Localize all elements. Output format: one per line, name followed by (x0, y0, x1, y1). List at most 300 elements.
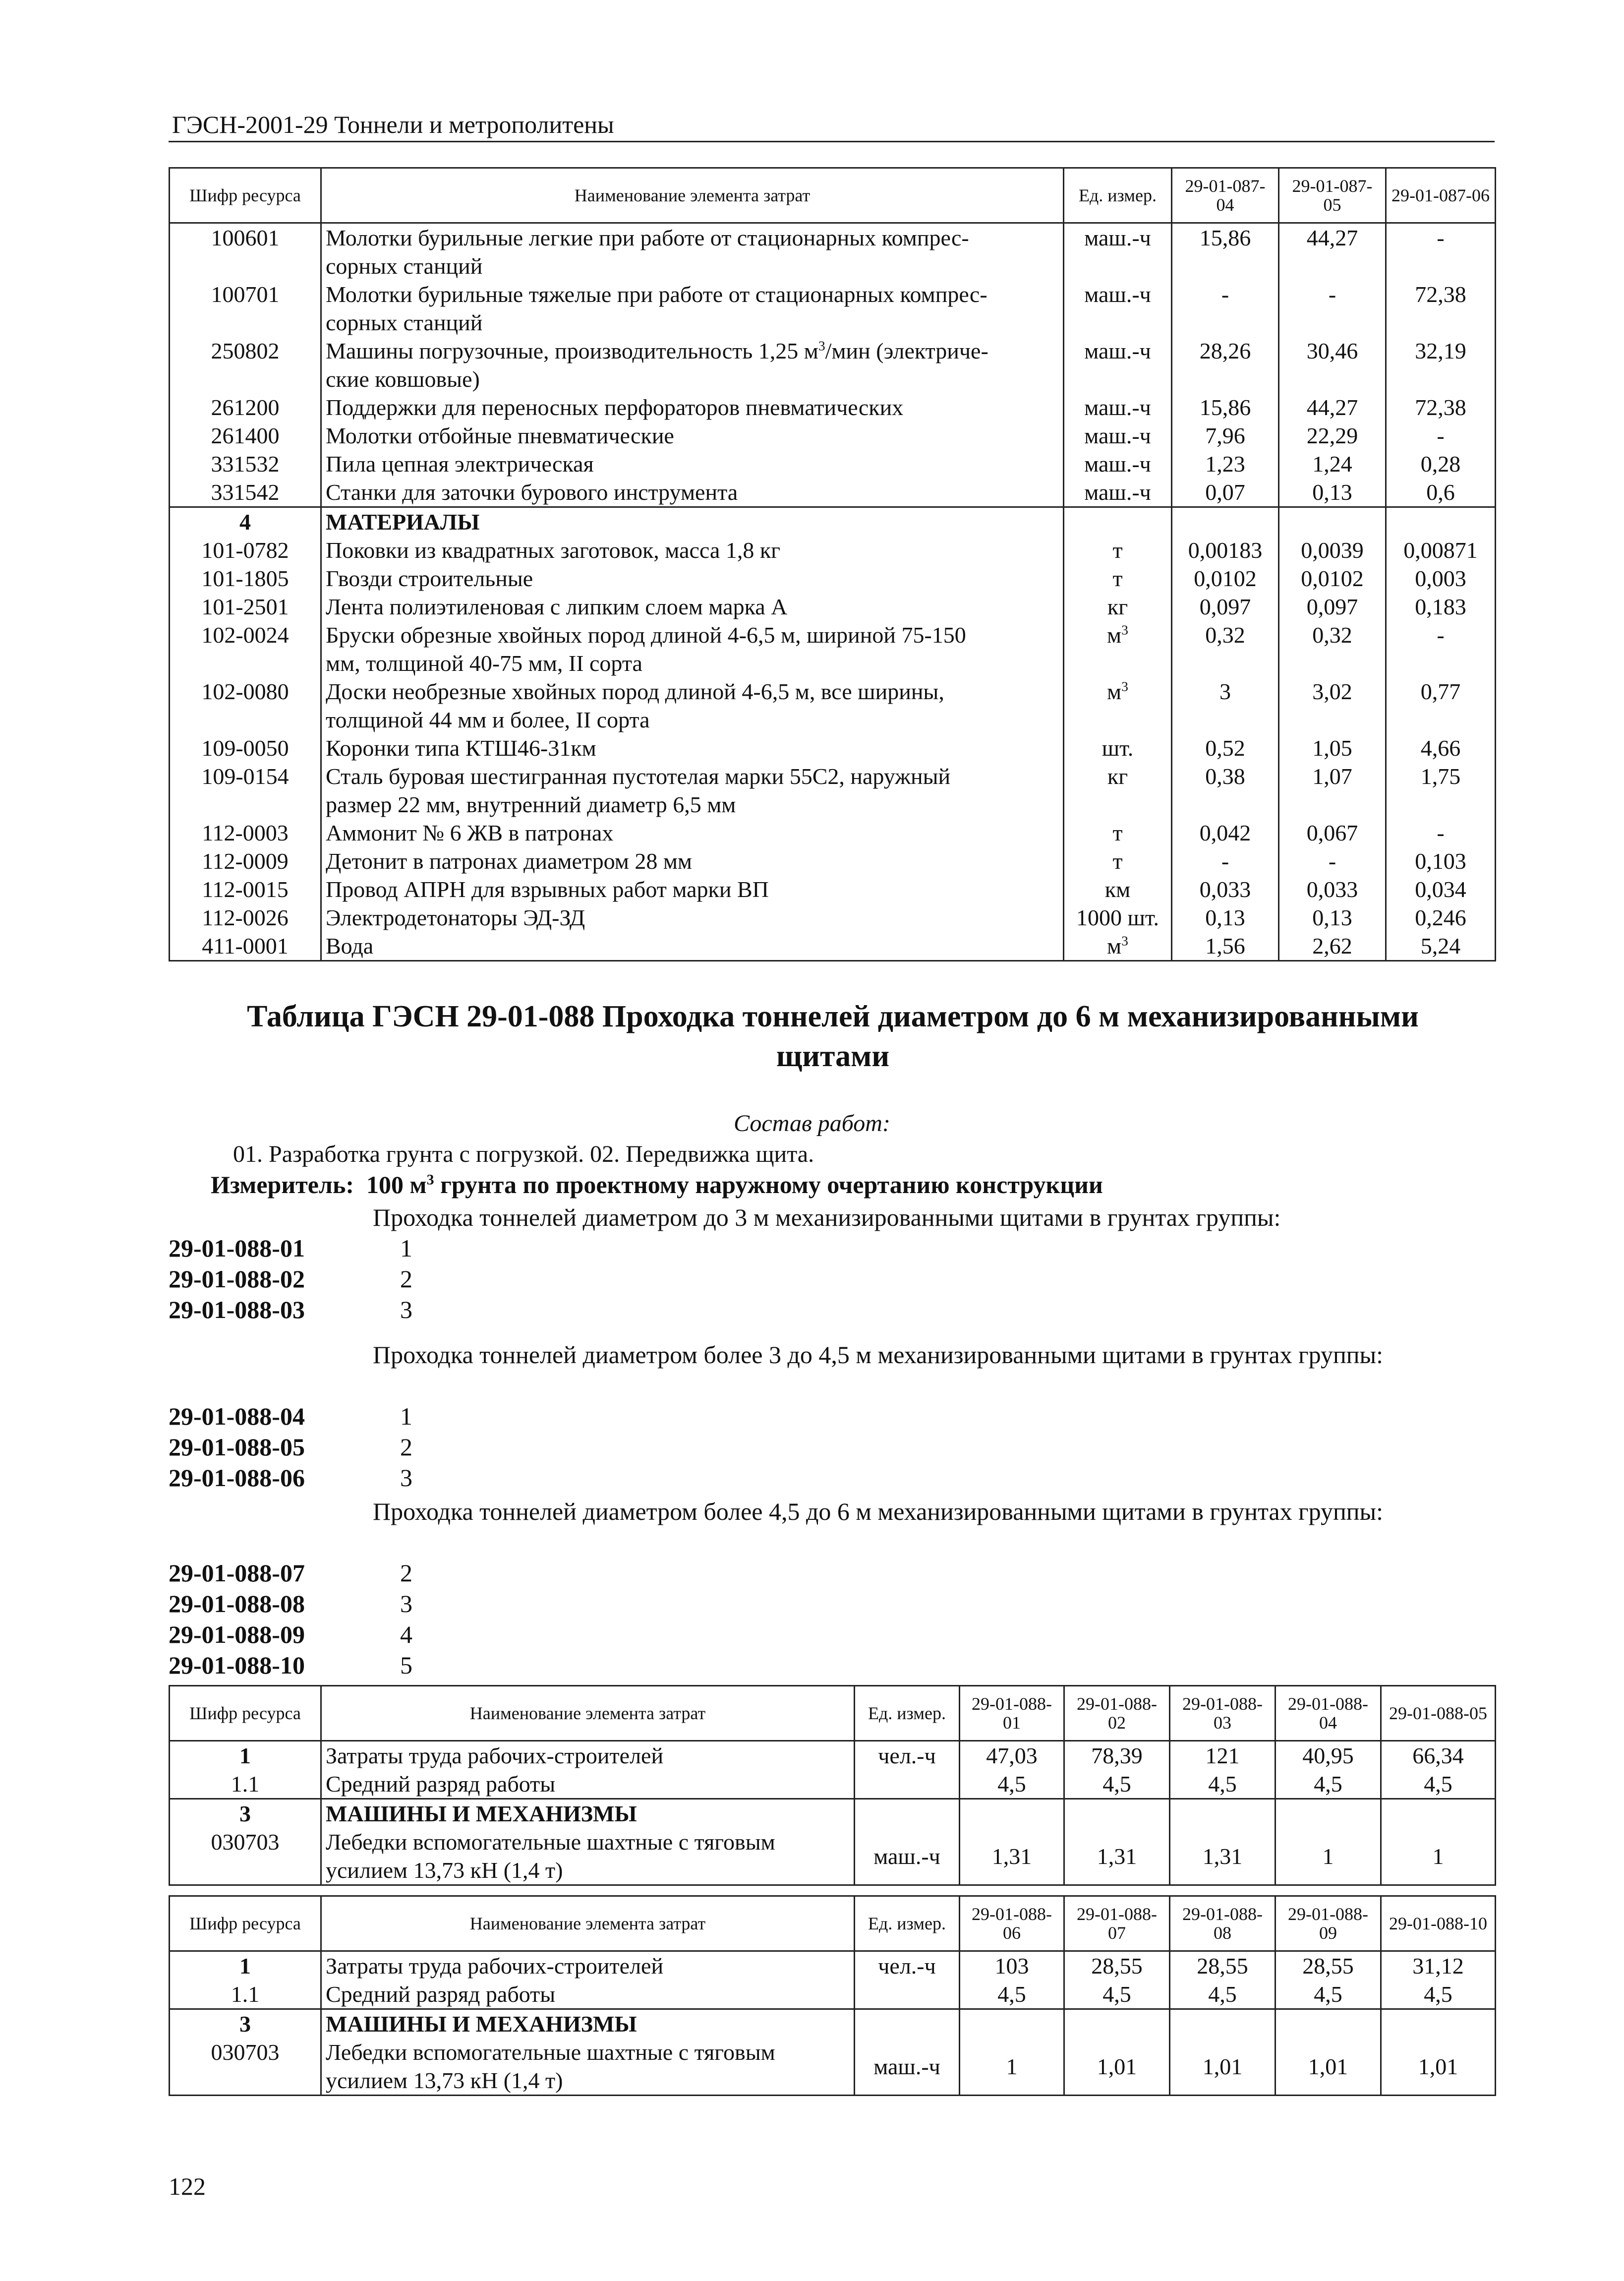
soil-group-number: 1 (400, 1234, 412, 1262)
name-line (326, 621, 1059, 649)
table-row (170, 450, 1496, 478)
resource-name-cell (321, 450, 1064, 478)
resource-table-088-b (169, 1895, 1496, 2096)
value-cell: 1,07 (1279, 762, 1386, 819)
unit-cell (1064, 393, 1172, 421)
header-rule (169, 141, 1495, 142)
empty-cell (1279, 507, 1386, 537)
value-cell: 44,27 (1279, 393, 1386, 421)
resource-code-cell: 030703 (170, 2038, 321, 2096)
column-header: 29-01-087-06 (1386, 168, 1496, 223)
column-header: Шифр ресурса (170, 168, 321, 223)
unit-text: км (1104, 877, 1131, 902)
soil-group-number: 5 (400, 1651, 412, 1679)
unit-text: т (1112, 820, 1123, 845)
resource-name-cell (321, 337, 1064, 393)
value-cell: 15,86 (1172, 223, 1279, 281)
labor-row (170, 1951, 1496, 1981)
norm-code: 29-01-088-09 (169, 1621, 305, 1648)
column-header: Ед. измер. (855, 1896, 960, 1951)
name-superscript: 3 (818, 338, 825, 354)
value-cell: 28,55 (1064, 1951, 1170, 1981)
empty-cell (855, 1770, 960, 1799)
resource-code-cell: 101-0782 (170, 536, 321, 564)
name-line-2: сорных станций (326, 310, 483, 335)
resource-table-088-a (169, 1685, 1496, 1886)
table-title-line2: щитами (776, 1039, 890, 1073)
table-row (170, 593, 1496, 621)
unit-text: маш.-ч (1084, 395, 1151, 420)
value-cell: 0,097 (1172, 593, 1279, 621)
empty-cell (1381, 2009, 1496, 2039)
name-text: Бруски обрезные хвойных пород длиной 4-6,5 м, шириной 75-150 (326, 622, 966, 648)
resource-name-cell (321, 1828, 855, 1885)
resource-name-cell: Средний разряд работы (321, 1770, 855, 1799)
table-row (170, 932, 1496, 961)
norm-code: 29-01-088-03 (169, 1296, 305, 1323)
unit-cell (1064, 478, 1172, 507)
empty-cell (1170, 1799, 1276, 1828)
table-row (170, 875, 1496, 903)
unit-superscript: 3 (1121, 622, 1128, 638)
name-line (326, 903, 1059, 932)
name-line (326, 536, 1059, 564)
value-cell: 3,02 (1279, 677, 1386, 734)
name-line (326, 564, 1059, 593)
resource-code-cell: 1 (170, 1951, 321, 1981)
name-text: Машины погрузочные, производительность 1,25 м (326, 338, 818, 363)
resource-code-cell: 112-0009 (170, 847, 321, 875)
name-text: Молотки отбойные пневматические (326, 423, 674, 448)
resource-code-cell: 261200 (170, 393, 321, 421)
value-cell: 4,5 (1381, 1770, 1496, 1799)
resource-name-cell (321, 819, 1064, 847)
unit-text: маш.-ч (1084, 282, 1151, 307)
name-text: Провод АПРН для взрывных работ марки ВП (326, 877, 769, 902)
value-cell: 0,77 (1386, 677, 1496, 734)
empty-cell (1064, 1799, 1170, 1828)
value-cell: 1,31 (1064, 1828, 1170, 1885)
unit-cell (1064, 536, 1172, 564)
value-cell: 4,5 (1170, 1980, 1276, 2009)
unit-cell (1064, 762, 1172, 819)
soil-group-number: 3 (400, 1464, 412, 1492)
group-description: Проходка тоннелей диаметром более 3 до 4,5 м механизированными щитами в грунтах группы: (373, 1341, 1383, 1369)
value-cell: 78,39 (1064, 1741, 1170, 1770)
empty-cell (855, 1799, 960, 1828)
norm-code: 29-01-088-10 (169, 1651, 305, 1679)
value-cell: 0,033 (1172, 875, 1279, 903)
column-header: Наименование элемента затрат (321, 1896, 855, 1951)
unit-cell (1064, 280, 1172, 337)
resource-name-cell (321, 621, 1064, 677)
name-line (326, 819, 1059, 847)
section-name-cell: МАШИНЫ И МЕХАНИЗМЫ (321, 2009, 855, 2039)
value-cell: 0,6 (1386, 478, 1496, 507)
unit-cell (1064, 734, 1172, 762)
value-cell: 4,5 (1276, 1980, 1381, 2009)
unit-cell (1064, 564, 1172, 593)
unit-text: маш.-ч (1084, 423, 1151, 448)
value-cell: 4,5 (1064, 1770, 1170, 1799)
machine-row (170, 2038, 1496, 2096)
table-row (170, 564, 1496, 593)
machine-row (170, 1828, 1496, 1885)
value-cell: 0,13 (1279, 478, 1386, 507)
name-line (326, 734, 1059, 762)
value-cell: 1,31 (1170, 1828, 1276, 1885)
resource-code-cell: 331542 (170, 478, 321, 507)
value-cell: - (1279, 280, 1386, 337)
measure-value-pre: 100 м (366, 1171, 427, 1199)
name-text: Лента полиэтиленовая с липким слоем марка А (326, 594, 788, 619)
name-text: Молотки бурильные тяжелые при работе от стационарных компрес- (326, 282, 987, 307)
soil-group-number: 4 (400, 1621, 412, 1648)
name-line (326, 450, 1059, 478)
name-text: Коронки типа КТШ46-31км (326, 735, 596, 761)
column-header: 29-01-087-05 (1279, 168, 1386, 223)
unit-cell: чел.-ч (855, 1951, 960, 1981)
value-cell: 28,55 (1170, 1951, 1276, 1981)
table-title (169, 997, 1497, 1076)
unit-cell (1064, 677, 1172, 734)
value-cell: 1,01 (1064, 2038, 1170, 2096)
table-row (170, 393, 1496, 421)
column-header: 29-01-088-06 (960, 1896, 1064, 1951)
unit-text: м (1107, 622, 1122, 648)
measure-line (211, 1170, 1103, 1199)
resource-code-cell: 1.1 (170, 1770, 321, 1799)
unit-cell: маш.-ч (855, 2038, 960, 2096)
soil-group-number: 2 (400, 1265, 412, 1293)
soil-group-number: 2 (400, 1559, 412, 1587)
resource-name-cell (321, 847, 1064, 875)
column-header: 29-01-088-02 (1064, 1686, 1170, 1741)
value-cell: - (1386, 223, 1496, 281)
value-cell: 1,01 (1170, 2038, 1276, 2096)
table-row (170, 621, 1496, 677)
resource-code-cell: 030703 (170, 1828, 321, 1885)
name-text: Гвозди строительные (326, 566, 533, 591)
table-row (170, 421, 1496, 450)
value-cell: 0,0039 (1279, 536, 1386, 564)
value-cell: 28,26 (1172, 337, 1279, 393)
table-header-row (170, 1896, 1496, 1951)
name-text-after: /мин (электриче- (825, 338, 988, 363)
value-cell: 4,5 (1170, 1770, 1276, 1799)
name-line-2: усилием 13,73 кН (1,4 т) (326, 2068, 563, 2093)
table-row (170, 762, 1496, 819)
resource-code-cell: 411-0001 (170, 932, 321, 961)
value-cell: - (1172, 847, 1279, 875)
resource-name-cell (321, 280, 1064, 337)
resource-code-cell: 250802 (170, 337, 321, 393)
resource-code-cell: 112-0003 (170, 819, 321, 847)
resource-code-cell: 102-0024 (170, 621, 321, 677)
column-header: Ед. измер. (1064, 168, 1172, 223)
resource-code-cell: 101-2501 (170, 593, 321, 621)
value-cell: 4,5 (1381, 1980, 1496, 2009)
name-text: Сталь буровая шестигранная пустотелая марки 55С2, наружный (326, 764, 951, 789)
soil-group-number: 3 (400, 1296, 412, 1323)
name-line (326, 478, 1059, 506)
section-code-cell: 3 (170, 1799, 321, 1828)
empty-cell (1064, 507, 1172, 537)
unit-cell (1064, 421, 1172, 450)
unit-text: кг (1107, 764, 1128, 789)
section-name-cell: МАТЕРИАЛЫ (321, 507, 1064, 537)
empty-cell (855, 2009, 960, 2039)
table-row (170, 478, 1496, 507)
unit-cell (1064, 932, 1172, 961)
unit-cell (1064, 621, 1172, 677)
name-line-2: усилием 13,73 кН (1,4 т) (326, 1858, 563, 1883)
value-cell: 32,19 (1386, 337, 1496, 393)
unit-cell (1064, 593, 1172, 621)
norm-code: 29-01-088-07 (169, 1559, 305, 1587)
value-cell: 0,32 (1279, 621, 1386, 677)
value-cell: 44,27 (1279, 223, 1386, 281)
unit-superscript: 3 (1121, 933, 1128, 949)
name-text: Поддержки для переносных перфораторов пневматических (326, 395, 904, 420)
empty-cell (1064, 2009, 1170, 2039)
resource-name-cell (321, 762, 1064, 819)
value-cell: 0,00183 (1172, 536, 1279, 564)
resource-name-cell: Средний разряд работы (321, 1980, 855, 2009)
unit-text: шт. (1102, 735, 1134, 761)
section-row (170, 2009, 1496, 2039)
table-row (170, 734, 1496, 762)
value-cell: 0,0102 (1279, 564, 1386, 593)
value-cell: 1,75 (1386, 762, 1496, 819)
column-header: 29-01-088-08 (1170, 1896, 1276, 1951)
value-cell: 1,01 (1276, 2038, 1381, 2096)
value-cell: 0,0102 (1172, 564, 1279, 593)
table-row (170, 847, 1496, 875)
resource-name-cell (321, 593, 1064, 621)
value-cell: 0,097 (1279, 593, 1386, 621)
value-cell: 66,34 (1381, 1741, 1496, 1770)
column-header: 29-01-088-10 (1381, 1896, 1496, 1951)
value-cell: 1 (1276, 1828, 1381, 1885)
table-row (170, 819, 1496, 847)
table-title-line1: Таблица ГЭСН 29-01-088 Проходка тоннелей диаметром до 6 м механизированными (247, 1000, 1419, 1033)
value-cell: 72,38 (1386, 393, 1496, 421)
resource-code-cell: 100701 (170, 280, 321, 337)
empty-cell (960, 2009, 1064, 2039)
value-cell: 0,033 (1279, 875, 1386, 903)
column-header: Наименование элемента затрат (321, 1686, 855, 1741)
resource-name-cell (321, 677, 1064, 734)
section-name-cell: МАШИНЫ И МЕХАНИЗМЫ (321, 1799, 855, 1828)
value-cell: 1,01 (1381, 2038, 1496, 2096)
unit-cell (1064, 903, 1172, 932)
value-cell: 1,56 (1172, 932, 1279, 961)
name-line (326, 421, 1059, 450)
name-line-2: сорных станций (326, 253, 483, 279)
unit-cell (1064, 337, 1172, 393)
name-text: Аммонит № 6 ЖВ в патронах (326, 820, 614, 845)
name-line (326, 847, 1059, 875)
value-cell: 72,38 (1386, 280, 1496, 337)
unit-superscript: 3 (1121, 678, 1128, 694)
table-row (170, 280, 1496, 337)
value-cell: 1,24 (1279, 450, 1386, 478)
value-cell: 47,03 (960, 1741, 1064, 1770)
grade-row (170, 1770, 1496, 1799)
name-text: Поковки из квадратных заготовок, масса 1,8 кг (326, 538, 781, 563)
group-description: Проходка тоннелей диаметром до 3 м механизированными щитами в грунтах группы: (373, 1203, 1281, 1231)
name-line (326, 677, 1059, 706)
name-line (326, 224, 1059, 252)
name-text: Пила цепная электрическая (326, 451, 594, 477)
column-header: 29-01-088-04 (1276, 1686, 1381, 1741)
name-line (326, 762, 1059, 790)
column-header: 29-01-088-05 (1381, 1686, 1496, 1741)
table-row (170, 223, 1496, 281)
name-text: Вода (326, 933, 374, 959)
resource-code-cell: 1.1 (170, 1980, 321, 2009)
value-cell: 0,042 (1172, 819, 1279, 847)
empty-cell (1381, 1799, 1496, 1828)
table-row (170, 536, 1496, 564)
soil-group-number: 3 (400, 1590, 412, 1618)
value-cell: 0,003 (1386, 564, 1496, 593)
column-header: 29-01-088-07 (1064, 1896, 1170, 1951)
value-cell: - (1386, 421, 1496, 450)
value-cell: 0,52 (1172, 734, 1279, 762)
value-cell: 1 (1381, 1828, 1496, 1885)
value-cell: - (1279, 847, 1386, 875)
resource-name-cell (321, 903, 1064, 932)
grade-row (170, 1980, 1496, 2009)
value-cell: 7,96 (1172, 421, 1279, 450)
name-line-2: мм, толщиной 40-75 мм, II сорта (326, 651, 642, 676)
section-code-cell: 3 (170, 2009, 321, 2039)
name-line-2: размер 22 мм, внутренний диаметр 6,5 мм (326, 792, 736, 817)
unit-cell: маш.-ч (855, 1828, 960, 1885)
empty-cell (1276, 2009, 1381, 2039)
value-cell: 0,28 (1386, 450, 1496, 478)
unit-cell (1064, 819, 1172, 847)
composition-text: 01. Разработка грунта с погрузкой. 02. Передвижка щита. (233, 1141, 814, 1167)
column-header: 29-01-087-04 (1172, 168, 1279, 223)
table-row (170, 337, 1496, 393)
resource-code-cell: 112-0026 (170, 903, 321, 932)
column-header: Шифр ресурса (170, 1686, 321, 1741)
table-row (170, 677, 1496, 734)
resource-name-cell (321, 875, 1064, 903)
unit-text: маш.-ч (1084, 225, 1151, 250)
empty-cell (960, 1799, 1064, 1828)
page-number: 122 (169, 2172, 206, 2200)
unit-text: 1000 шт. (1076, 905, 1160, 930)
measure-value-sup: 3 (426, 1171, 434, 1188)
unit-cell (1064, 875, 1172, 903)
name-line (326, 393, 1059, 421)
norm-code: 29-01-088-02 (169, 1265, 305, 1293)
name-line (326, 875, 1059, 903)
norm-code: 29-01-088-04 (169, 1402, 305, 1430)
unit-text: т (1112, 538, 1123, 563)
resource-code-cell: 331532 (170, 450, 321, 478)
unit-text: т (1112, 848, 1123, 874)
value-cell: 28,55 (1276, 1951, 1381, 1981)
column-header: Шифр ресурса (170, 1896, 321, 1951)
column-header: 29-01-088-09 (1276, 1896, 1381, 1951)
name-text: Молотки бурильные легкие при работе от стационарных компрес- (326, 225, 969, 250)
name-line (326, 280, 1059, 308)
value-cell: 0,38 (1172, 762, 1279, 819)
name-line: Лебедки вспомогательные шахтные с тяговым (326, 2040, 775, 2065)
page-header: ГЭСН-2001-29 Тоннели и метрополитены (172, 111, 614, 138)
name-text: Доски необрезные хвойных пород длиной 4-6,5 м, все ширины, (326, 679, 944, 704)
composition-title: Состав работ: (734, 1110, 890, 1137)
resource-name-cell (321, 478, 1064, 507)
resource-name-cell (321, 421, 1064, 450)
unit-text: маш.-ч (1084, 338, 1151, 363)
section-code-cell: 4 (170, 507, 321, 537)
value-cell: 40,95 (1276, 1741, 1381, 1770)
value-cell: 0,13 (1279, 903, 1386, 932)
value-cell: 1 (960, 2038, 1064, 2096)
value-cell: 1,05 (1279, 734, 1386, 762)
empty-cell (1172, 507, 1279, 537)
resource-code-cell: 261400 (170, 421, 321, 450)
resource-name-cell: Затраты труда рабочих-строителей (321, 1741, 855, 1770)
unit-text: кг (1107, 594, 1128, 619)
table-row (170, 903, 1496, 932)
value-cell: 0,246 (1386, 903, 1496, 932)
value-cell: 0,103 (1386, 847, 1496, 875)
value-cell: 103 (960, 1951, 1064, 1981)
value-cell: 1,23 (1172, 450, 1279, 478)
measure-value-post: грунта по проектному наружному очертанию конструкции (434, 1171, 1103, 1199)
resource-name-cell (321, 223, 1064, 281)
resource-code-cell: 109-0050 (170, 734, 321, 762)
value-cell: 0,13 (1172, 903, 1279, 932)
measure-label: Измеритель: (211, 1171, 354, 1199)
name-text: Станки для заточки бурового инструмента (326, 480, 738, 505)
value-cell: 1,31 (960, 1828, 1064, 1885)
resource-code-cell: 112-0015 (170, 875, 321, 903)
soil-group-number: 2 (400, 1433, 412, 1461)
value-cell: 4,5 (960, 1980, 1064, 2009)
norm-code: 29-01-088-01 (169, 1234, 305, 1262)
name-line (326, 337, 1059, 365)
resource-name-cell (321, 536, 1064, 564)
value-cell: 0,07 (1172, 478, 1279, 507)
resource-name-cell: Затраты труда рабочих-строителей (321, 1951, 855, 1981)
value-cell: - (1386, 819, 1496, 847)
resource-name-cell (321, 393, 1064, 421)
group-description: Проходка тоннелей диаметром более 4,5 до 6 м механизированными щитами в грунтах группы: (373, 1498, 1383, 1525)
resource-code-cell: 101-1805 (170, 564, 321, 593)
name-text: Электродетонаторы ЭД-ЗД (326, 905, 585, 930)
name-line-2: ские ковшовые) (326, 366, 480, 392)
value-cell: 121 (1170, 1741, 1276, 1770)
value-cell: 4,5 (960, 1770, 1064, 1799)
name-line-2: толщиной 44 мм и более, II сорта (326, 707, 650, 732)
resource-name-cell (321, 2038, 855, 2096)
name-line (326, 932, 1059, 960)
unit-text: маш.-ч (1084, 451, 1151, 477)
value-cell: 3 (1172, 677, 1279, 734)
value-cell: 15,86 (1172, 393, 1279, 421)
unit-cell (1064, 450, 1172, 478)
resource-code-cell: 102-0080 (170, 677, 321, 734)
unit-cell (1064, 223, 1172, 281)
